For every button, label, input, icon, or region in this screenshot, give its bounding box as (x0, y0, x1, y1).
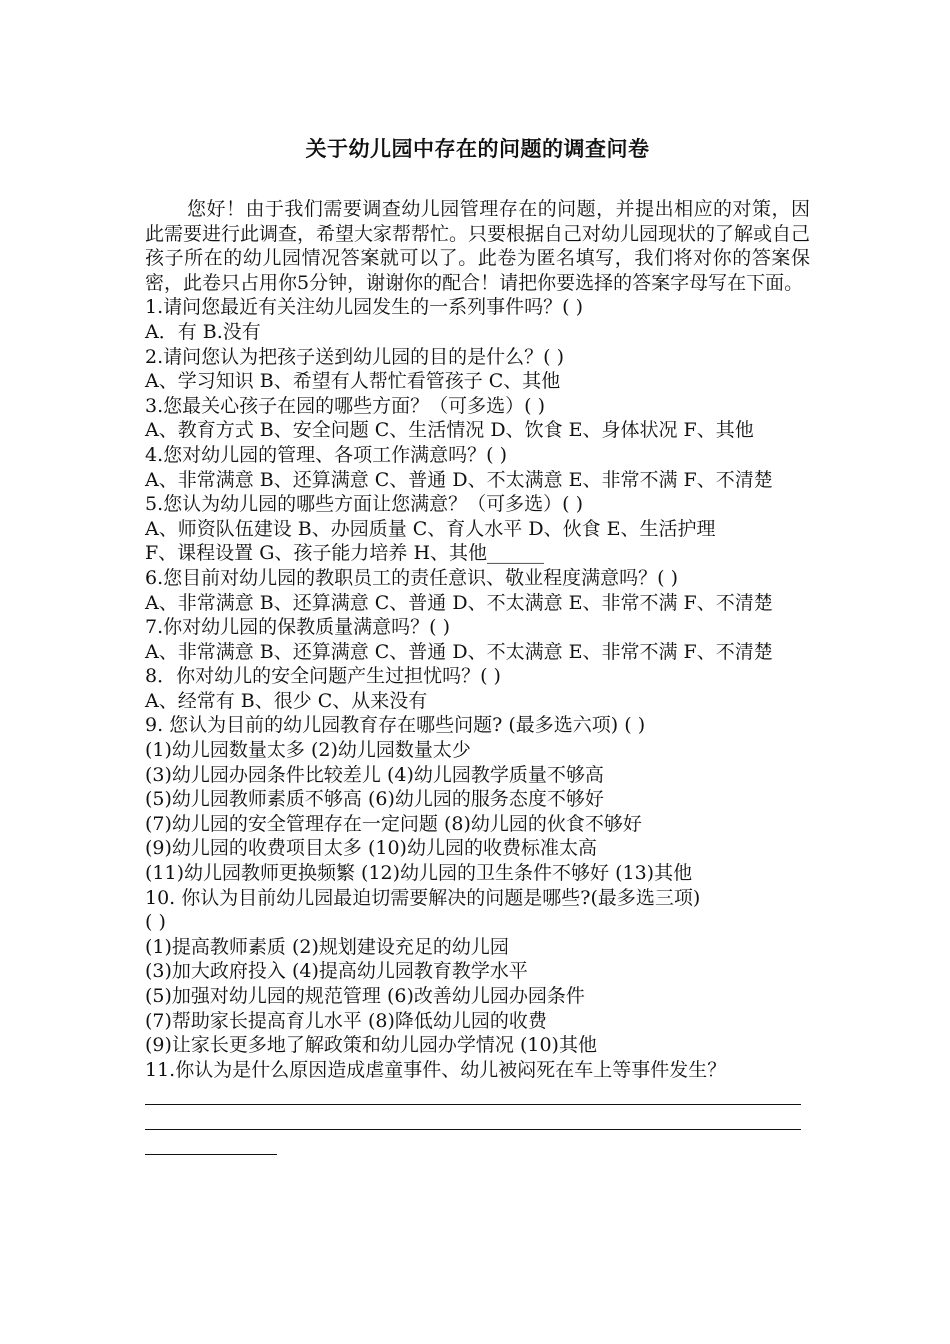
answer-line (145, 1154, 277, 1155)
question-6: 6.您目前对幼儿园的教职员工的责任意识、敬业程度满意吗？( ) (145, 566, 678, 589)
answer-lines (145, 1104, 810, 1154)
question-10-answer-blank: ( ) (145, 911, 166, 934)
question-9: 9. 您认为目前的幼儿园教育存在哪些问题? (最多选六项) ( ) (145, 714, 646, 737)
document-title: 关于幼儿园中存在的问题的调查问卷 (305, 137, 650, 161)
question-5: 5.您认为幼儿园的哪些方面让您满意？（可多选）( ) (145, 493, 583, 516)
question-5-options-line-1: A、师资队伍建设 B、办园质量 C、育人水平 D、伙食 E、生活护理 (145, 517, 716, 540)
question-8: 8．你对幼儿的安全问题产生过担忧吗？( ) (145, 665, 501, 688)
question-9-option-row: (5)幼儿园教师素质不够高 (6)幼儿园的服务态度不够好 (145, 788, 604, 811)
question-5-options-line-2: F、课程设置 G、孩子能力培养 H、其他______ (145, 542, 545, 565)
intro-paragraph: 您好！由于我们需要调查幼儿园管理存在的问题，并提出相应的对策，因此需要进行此调查，希望大家帮帮忙。只要根据自己对幼儿园现状的了解或自己孩子所在的幼儿园情况答案就可以了。此卷为匿名填写，我们将对你的答案保密，此卷只占用你5分钟，谢谢你的配合！请把你要选择的答案字母写在下面。 (145, 198, 811, 294)
question-4-options: A、非常满意 B、还算满意 C、普通 D、不太满意 E、非常不满 F、不清楚 (145, 468, 773, 491)
question-9-option-row: (3)幼儿园办园条件比较差儿 (4)幼儿园教学质量不够高 (145, 763, 604, 786)
question-10-option-row: (1)提高教师素质 (2)规划建设充足的幼儿园 (145, 935, 509, 958)
question-7: 7.你对幼儿园的保教质量满意吗？( ) (145, 616, 450, 639)
question-4: 4.您对幼儿园的管理、各项工作满意吗？( ) (145, 443, 507, 466)
question-1-options: A．有 B.没有 (145, 320, 261, 343)
answer-line (145, 1129, 801, 1130)
question-10-option-row: (9)让家长更多地了解政策和幼儿园办学情况 (10)其他 (145, 1034, 597, 1057)
question-9-option-row: (7)幼儿园的安全管理存在一定问题 (8)幼儿园的伙食不够好 (145, 812, 642, 835)
document-page (145, 134, 810, 1178)
question-11: 11.你认为是什么原因造成虐童事件、幼儿被闷死在车上等事件发生？ (145, 1058, 727, 1081)
question-6-options: A、非常满意 B、还算满意 C、普通 D、不太满意 E、非常不满 F、不清楚 (145, 591, 773, 614)
question-9-option-row: (9)幼儿园的收费项目太多 (10)幼儿园的收费标准太高 (145, 837, 597, 860)
question-2: 2.请问您认为把孩子送到幼儿园的目的是什么？( ) (145, 345, 564, 368)
question-3-options: A、教育方式 B、安全问题 C、生活情况 D、饮食 E、身体状况 F、其他 (145, 419, 754, 442)
answer-line (145, 1104, 801, 1105)
question-9-option-row: (11)幼儿园教师更换频繁 (12)幼儿园的卫生条件不够好 (13)其他 (145, 862, 693, 885)
question-10-option-row: (3)加大政府投入 (4)提高幼儿园教育教学水平 (145, 960, 528, 983)
question-10: 10. 你认为目前幼儿园最迫切需要解决的问题是哪些?(最多选三项) (145, 886, 701, 909)
question-9-option-row: (1)幼儿园数量太多 (2)幼儿园数量太少 (145, 739, 471, 762)
question-8-options: A、经常有 B、很少 C、从来没有 (145, 689, 428, 712)
question-3: 3.您最关心孩子在园的哪些方面？（可多选）( ) (145, 394, 545, 417)
question-2-options: A、学习知识 B、希望有人帮忙看管孩子 C、其他 (145, 370, 561, 393)
question-10-option-row: (7)帮助家长提高育儿水平 (8)降低幼儿园的收费 (145, 1009, 547, 1032)
question-10-option-row: (5)加强对幼儿园的规范管理 (6)改善幼儿园办园条件 (145, 985, 585, 1007)
question-1: 1.请问您最近有关注幼儿园发生的一系列事件吗？( ) (145, 296, 583, 319)
question-7-options: A、非常满意 B、还算满意 C、普通 D、不太满意 E、非常不满 F、不清楚 (145, 640, 773, 663)
